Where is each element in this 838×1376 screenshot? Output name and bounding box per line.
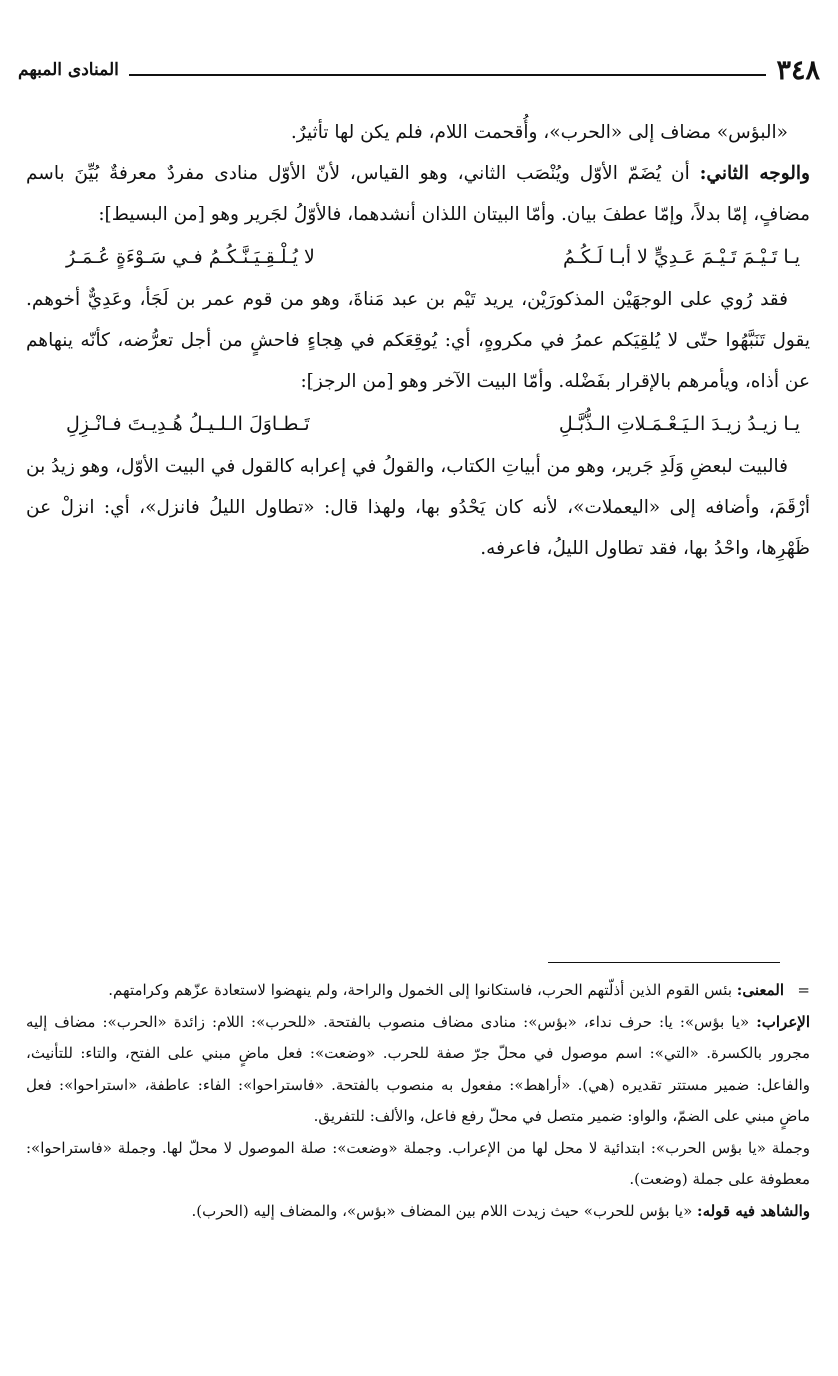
verse-1-first-hemistich: يـا تَـيْـمَ تَـيْـمَ عَـدِيٍّ لا أبـا لَـكُـمُ bbox=[562, 246, 800, 268]
page-header bbox=[18, 50, 820, 90]
running-title: المنادى المبهم bbox=[18, 60, 119, 80]
footnote-shahid bbox=[26, 1196, 810, 1228]
paragraph-2 bbox=[26, 153, 810, 235]
main-text bbox=[26, 112, 810, 569]
footnote-jumla: وجملة «يا بؤس الحرب»: ابتدائية لا محل لها من الإعراب. وجملة «وضعت»: صلة الموصول لا محلّ لها. وجملة «فاستراحوا»: معطوفة على جملة (وضعت). bbox=[26, 1138, 810, 1188]
verse-1 bbox=[26, 235, 810, 279]
paragraph-3: فقد رُوي على الوجهَيْن المذكورَيْن، يريد تَيْم بن عبد مَناةَ، وهو من قوم عمر بن لَجَأ، وعَدِيٌّ أخوهم. يقول تَنَبَّهُوا حتّى لا يُلقِيَكم عمرُ في مكروهٍ، أي: يُوقِعَكم في هِجاءٍ فاحشٍ من أجل تعرُّضه، كأنّه ينهاهم عن أذاه، ويأمرهم بالإقرار بفَضْله. وأمّا البيت الآخر وهو [من الرجز]: bbox=[26, 289, 810, 392]
verse-2-first-hemistich: يـا زيـدُ زيـدَ الـيَـعْـمَـلاتِ الـذُّبَّـلِ bbox=[558, 413, 800, 435]
verse-2 bbox=[26, 402, 810, 446]
footnotes bbox=[26, 975, 810, 1227]
footnote-meaning bbox=[26, 975, 810, 1007]
shahid-label: والشاهد فيه قوله: bbox=[697, 1201, 810, 1220]
page-number: ٣٤٨ bbox=[776, 54, 820, 86]
irab-label: الإعراب: bbox=[756, 1012, 810, 1031]
paragraph-2-text: أن يُضَمّ الأوّل ويُنْصَب الثاني، وهو القياس، لأنّ الأوّل منادى مفردٌ معرفةٌ بُيِّنَ باسم مضافٍ، إمّا بدلاً، وإمّا عطفَ بيان. وأمّا البيتان اللذان أنشدهما، فالأوّلُ لجَرير وهو [من البسيط]: bbox=[26, 163, 810, 225]
meaning-text: بئس القوم الذين أذلّتهم الحرب، فاستكانوا إلى الخمول والراحة، ولم ينهضوا لاستعادة عزّهم وكرامتهم. bbox=[108, 981, 737, 999]
meaning-label: المعنى: bbox=[736, 981, 784, 999]
footnote-irab bbox=[26, 1007, 810, 1133]
verse-2-second-hemistich: تَـطـاوَلَ الـلـيـلُ هُـدِيـتَ فـانْـزِلِ bbox=[66, 413, 310, 435]
footnote-separator bbox=[548, 962, 780, 963]
paragraph-4: فالبيت لبعضِ وَلَدِ جَرير، وهو من أبياتِ الكتاب، والقولُ في إعرابه كالقول في البيت الأوّل، وهو زيدُ بن أرْقَمَ، وأضافه إلى «اليعملات»، لأنه كان يَحْدُو بها، ولهذا قال: «تطاول الليلُ فانزل»، أي: انزلْ عن ظَهْرِها، واحْدُ بها، فقد تطاول الليلُ، فاعرفه. bbox=[26, 456, 810, 559]
verse-1-second-hemistich: لا يُـلْـقِـيَـنَّـكُـمُ فـي سَـوْءَةٍ عُـمَـرُ bbox=[66, 246, 315, 268]
irab-text: «يا بؤس»: يا: حرف نداء، «بؤس»: منادى مضاف منصوب بالفتحة. «للحرب»: اللام: زائدة «الحرب»: مضاف إليه مجرور بالكسرة. «التي»: اسم موصول في محلّ جرّ صفة للحرب. «وضعت»: فعل ماضٍ مبني على الفتح، والتاء: للتأنيث، والفاعل: ضمير مستتر تقديره (هي). «أراهط»: مفعول به منصوب بالفتحة. «فاستراحوا»: الفاء: عاطفة، «استراحوا»: فعل ماضٍ مبني على الضمّ، والواو: ضمير متصل في محلّ رفع فاعل، والألف: للتفريق. bbox=[26, 1012, 810, 1125]
paragraph-1: «البؤس» مضاف إلى «الحرب»، وأُقحمت اللام، فلم يكن لها تأثيرٌ. bbox=[290, 122, 788, 143]
continuation-mark: = bbox=[797, 981, 810, 999]
shahid-text: «يا بؤس للحرب» حيث زيدت اللام بين المضاف «بؤس»، والمضاف إليه (الحرب). bbox=[191, 1201, 698, 1220]
header-rule bbox=[129, 74, 767, 76]
paragraph-2-label: والوجه الثاني: bbox=[699, 163, 810, 184]
